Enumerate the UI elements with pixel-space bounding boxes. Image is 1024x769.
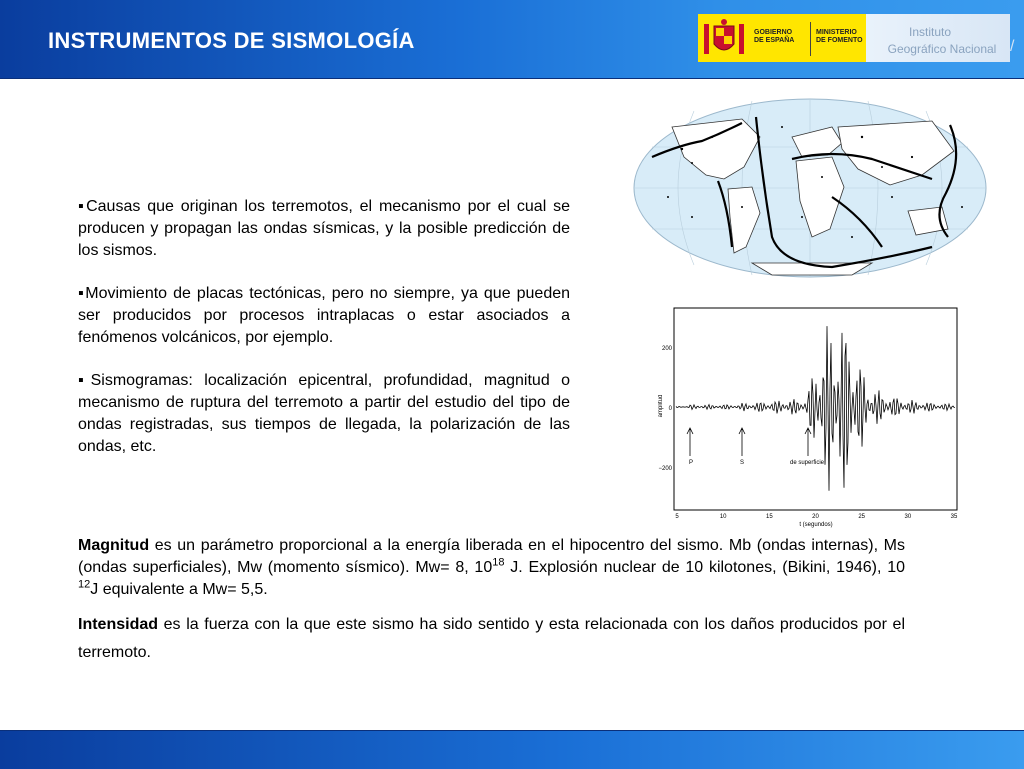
bullet-marker: ▪	[78, 198, 87, 215]
x-tick-label: 20	[812, 514, 819, 520]
bullet-list	[78, 196, 570, 479]
coat-of-arms-icon	[702, 18, 746, 58]
ign-logo	[866, 14, 1010, 62]
magnitude-text-3: J equivalente a Mw= 5,5.	[90, 581, 268, 598]
gov-line1: GOBIERNO	[754, 29, 793, 36]
x-tick-label: 35	[950, 514, 958, 520]
footer-bar	[0, 730, 1024, 769]
y-tick-label: 0	[668, 406, 672, 412]
s-wave-label: S	[740, 460, 745, 466]
magnitude-text-1: es un parámetro proporcional a la energía liberada en el hipocentro del sismo. Mb (ondas internas), Ms (ondas superficiales), Mw (momento sísmico). Mw= 8, 10	[78, 537, 905, 576]
intensity-paragraph	[78, 611, 905, 667]
x-tick-label: 30	[904, 514, 912, 520]
y-tick-label: −200	[658, 466, 672, 472]
definitions	[78, 535, 905, 677]
surface-wave-label: de superficie	[790, 460, 825, 466]
y-axis-label: amplitud	[658, 394, 664, 418]
world-seismicity-map	[632, 97, 988, 279]
logo-divider	[810, 22, 811, 56]
x-tick-label: 10	[719, 514, 727, 520]
bullet-item	[78, 196, 570, 262]
header-bar	[0, 0, 1024, 79]
x-axis-ticks	[675, 514, 958, 520]
bullet-text: Causas que originan los terremotos, el mecanismo por el cual se producen y propagan las ondas sísmicas, y la posible predicción de los sismos.	[78, 198, 571, 259]
magnitude-paragraph	[78, 535, 905, 601]
intensity-term: Intensidad	[78, 616, 159, 633]
world-map-image	[632, 97, 988, 279]
seismogram-figure	[658, 306, 964, 528]
p-wave-label: P	[689, 460, 694, 466]
magnitude-term: Magnitud	[78, 537, 150, 554]
logo-fragment-icon: /	[1010, 38, 1015, 55]
bullet-text: Sismogramas: localización epicentral, profundidad, magnitud o mecanismo de ruptura del terremoto a partir del estudio del tipo de ondas registradas, sus tiempos de llegada, la polarización de las ondas, etc.	[78, 372, 571, 455]
ign-line2: Geográfico Nacional	[887, 42, 997, 56]
ministry-line1: MINISTERIO	[816, 29, 857, 36]
exponent-12: 12	[78, 578, 91, 591]
ministry-line2: DE FOMENTO	[816, 37, 863, 44]
exponent-18: 18	[492, 556, 505, 569]
x-tick-label: 25	[858, 514, 866, 520]
bullet-marker: ▪	[78, 285, 86, 302]
ministry-text	[816, 29, 863, 45]
intensity-text: es la fuerza con la que este sismo ha sido sentido y esta relacionada con los daños producidos por el terremoto.	[78, 616, 905, 661]
magnitude-text-2: J. Explosión nuclear de 10 kilotones, (Bikini, 1946), 10	[504, 559, 905, 576]
x-tick-label: 5	[675, 514, 679, 520]
gov-line2: DE ESPAÑA	[754, 37, 795, 44]
bullet-marker: ▪	[78, 372, 91, 389]
x-axis-label: t (segundos)	[799, 522, 833, 528]
gov-text	[754, 29, 794, 45]
seismogram-plot	[658, 306, 964, 528]
bullet-item	[78, 370, 570, 458]
x-tick-label: 15	[765, 514, 773, 520]
bullet-text: Movimiento de placas tectónicas, pero no siempre, ya que pueden ser producidos por procesos intraplacas o estar asociados a fenómenos volcánicos, por ejemplo.	[78, 285, 571, 346]
y-tick-label: 200	[661, 346, 672, 352]
ign-line1: Instituto	[908, 25, 952, 39]
slide-title: INSTRUMENTOS DE SISMOLOGÍA	[48, 28, 415, 53]
government-logo	[698, 14, 866, 62]
bullet-item	[78, 283, 570, 349]
